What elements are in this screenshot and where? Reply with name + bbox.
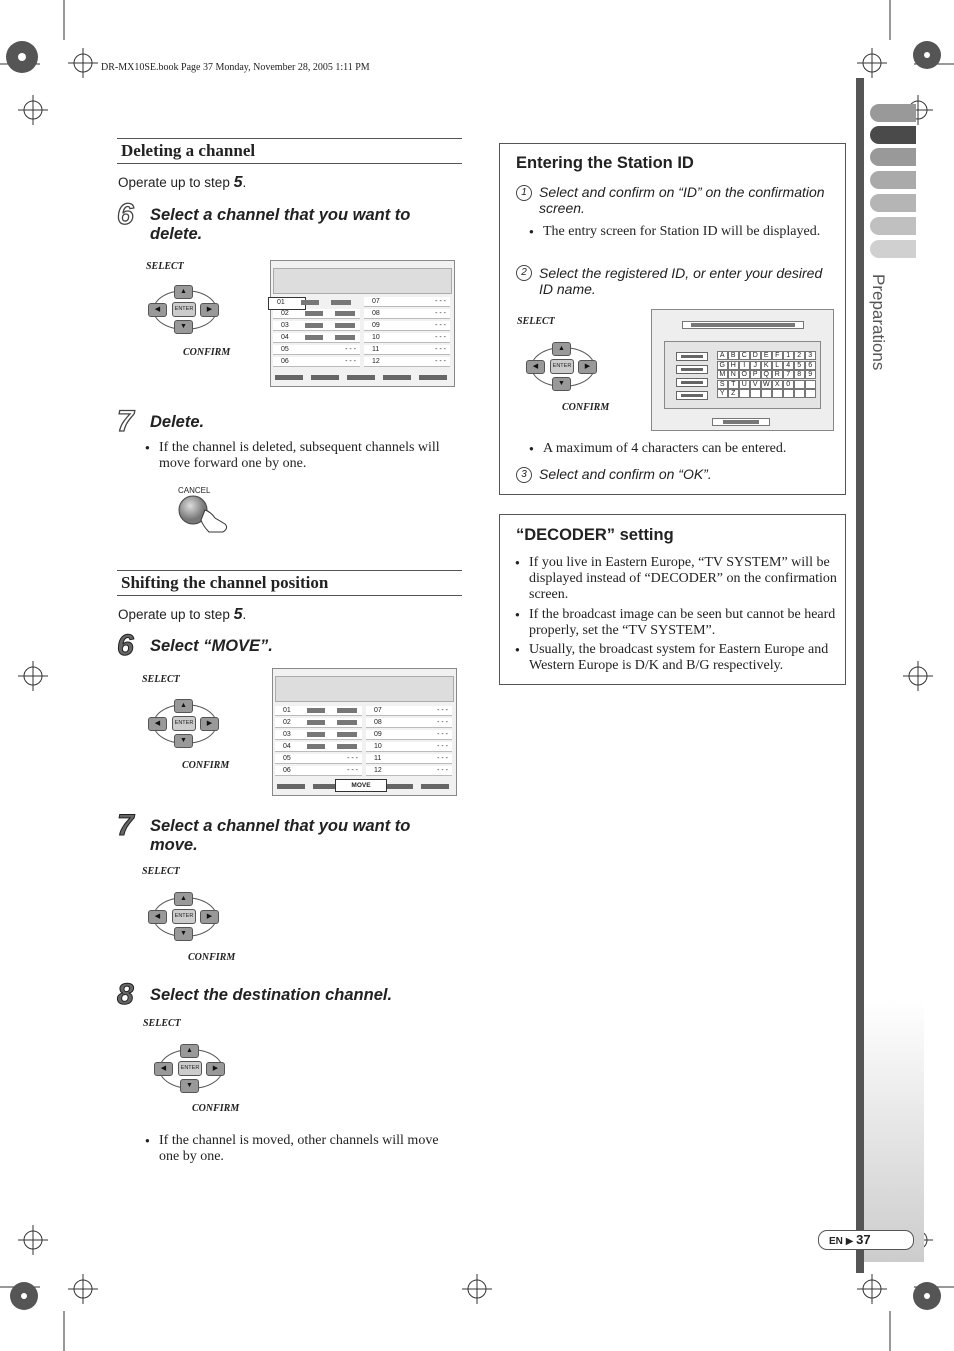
shifting-step7-number: 7 <box>117 809 134 842</box>
channel-row[interactable]: 04 <box>275 742 362 752</box>
page-number: 37 <box>856 1232 871 1247</box>
shifting-step8-number: 8 <box>117 978 134 1011</box>
shifting-title: Shifting the channel position <box>117 570 462 596</box>
right-key[interactable]: ▶ <box>206 1062 225 1076</box>
side-gradient <box>864 1000 924 1262</box>
deleting-step6-text: Select a channel that you want to delete. <box>150 206 411 243</box>
enter-key[interactable]: ENTER <box>550 359 574 374</box>
key-cell[interactable]: L <box>772 361 783 370</box>
decoder-bullet-3: ● Usually, the broadcast system for Eastern Europe and Western Europe is D/K and B/G respectively. <box>515 642 847 674</box>
key-cell[interactable]: E <box>761 351 772 360</box>
page-lang: EN <box>829 1236 843 1247</box>
remote-dpad-4[interactable] <box>151 1044 229 1092</box>
shifting-operate: Operate up to step 5. <box>118 606 247 623</box>
key-cell[interactable] <box>805 389 816 398</box>
key-cell[interactable]: J <box>750 361 761 370</box>
key-cell[interactable]: M <box>717 370 728 379</box>
key-cell[interactable]: F <box>772 351 783 360</box>
channel-row[interactable]: 08 - - - <box>364 309 450 319</box>
confirm-label: CONFIRM <box>183 347 231 358</box>
key-cell[interactable]: B <box>728 351 739 360</box>
key-cell[interactable]: 7 <box>783 370 794 379</box>
key-cell[interactable]: W <box>762 380 770 388</box>
shifting-step6-number: 6 <box>117 629 134 662</box>
decoder-bullet-2: ● If the broadcast image can be seen but cannot be heard properly, set the “TV SYSTEM”. <box>515 607 841 639</box>
channel-row[interactable]: 11 - - - <box>364 345 450 355</box>
channel-row[interactable]: 09 - - - <box>366 730 452 740</box>
key-cell[interactable]: 2 <box>794 351 805 360</box>
key-cell[interactable]: A <box>717 351 728 360</box>
confirm-label-3: CONFIRM <box>188 952 236 963</box>
down-key[interactable]: ▼ <box>174 734 193 748</box>
confirm-label-4: CONFIRM <box>192 1103 240 1114</box>
remote-dpad-5[interactable] <box>523 342 601 390</box>
down-key[interactable]: ▼ <box>174 320 193 334</box>
cancel-button-icon <box>175 492 235 537</box>
channel-row[interactable]: 10 - - - <box>364 333 450 343</box>
key-cell[interactable]: V <box>750 380 761 389</box>
page-badge <box>818 1230 914 1250</box>
right-key[interactable]: ▶ <box>578 360 597 374</box>
side-tab-5[interactable] <box>870 194 916 212</box>
channel-row[interactable]: 12 - - - <box>364 357 450 367</box>
channel-row[interactable]: 08 - - - <box>366 718 452 728</box>
deleting-bullet: ● If the channel is deleted, subsequent channels will move forward one by one. <box>145 440 459 472</box>
enter-key[interactable]: ENTER <box>172 716 196 731</box>
right-key[interactable]: ▶ <box>200 910 219 924</box>
key-cell[interactable]: 8 <box>794 370 805 379</box>
shifting-bullet: ● If the channel is moved, other channels will move one by one. <box>145 1133 459 1165</box>
key-cell[interactable]: H <box>728 361 739 370</box>
left-key[interactable]: ◀ <box>148 303 167 317</box>
right-key[interactable]: ▶ <box>200 717 219 731</box>
move-button[interactable]: MOVE <box>335 779 387 792</box>
remote-dpad-3[interactable] <box>145 892 223 940</box>
enter-key[interactable]: ENTER <box>172 909 196 924</box>
station-bullet1: ● The entry screen for Station ID will be displayed. <box>529 224 823 240</box>
station-step1-number: 1 <box>516 185 532 201</box>
key-cell[interactable] <box>739 389 750 398</box>
channel-row[interactable]: 09 - - - <box>364 321 450 331</box>
station-step2-number: 2 <box>516 265 532 281</box>
enter-key[interactable]: ENTER <box>178 1061 202 1076</box>
right-key[interactable]: ▶ <box>200 303 219 317</box>
key-cell[interactable] <box>750 389 761 398</box>
side-tab-7[interactable] <box>870 240 916 258</box>
key-cell[interactable]: C <box>739 351 750 360</box>
select-label-2: SELECT <box>142 674 180 685</box>
key-cell[interactable]: R <box>772 370 783 379</box>
decoder-title: “DECODER” setting <box>516 526 674 544</box>
enter-key[interactable]: ENTER <box>172 302 196 317</box>
channel-row[interactable]: 02 <box>273 309 360 319</box>
side-tab-4[interactable] <box>870 171 916 189</box>
confirm-label-5: CONFIRM <box>562 402 610 413</box>
print-header: DR-MX10SE.book Page 37 Monday, November 28, 2005 1:11 PM <box>101 62 370 73</box>
left-key[interactable]: ◀ <box>148 717 167 731</box>
key-cell[interactable]: Q <box>761 370 772 379</box>
key-cell[interactable]: 1 <box>783 351 794 360</box>
channel-row[interactable]: 05 - - - <box>275 754 362 764</box>
key-cell[interactable]: Y <box>717 389 728 398</box>
channel-row[interactable]: 01 <box>268 297 306 310</box>
key-cell[interactable] <box>761 389 772 398</box>
key-cell[interactable]: X <box>772 380 783 389</box>
down-key[interactable]: ▼ <box>174 927 193 941</box>
key-cell[interactable]: Z <box>728 389 739 398</box>
station-step3-text: Select and confirm on “OK”. <box>539 466 712 482</box>
left-key[interactable]: ◀ <box>148 910 167 924</box>
station-bullet2: ● A maximum of 4 characters can be entered. <box>529 441 843 457</box>
select-label-4: SELECT <box>143 1018 181 1029</box>
key-cell[interactable] <box>805 380 816 389</box>
left-key[interactable]: ◀ <box>154 1062 173 1076</box>
up-key[interactable]: ▲ <box>552 342 571 356</box>
key-cell[interactable]: P <box>750 370 761 379</box>
channel-row[interactable]: 05 - - - <box>273 345 360 355</box>
down-key[interactable]: ▼ <box>180 1079 199 1093</box>
side-tab-1[interactable] <box>870 104 916 122</box>
up-key[interactable]: ▲ <box>174 892 193 906</box>
key-cell[interactable]: G <box>717 361 728 370</box>
down-key[interactable]: ▼ <box>552 377 571 391</box>
deleting-title: Deleting a channel <box>117 138 462 164</box>
shifting-step6-text: Select “MOVE”. <box>150 637 273 655</box>
key-cell[interactable]: 9 <box>805 370 816 379</box>
key-cell[interactable]: 0 <box>783 380 794 389</box>
station-step1-text: Select and confirm on “ID” on the confirmation screen. <box>539 184 825 216</box>
deleting-step7-text: Delete. <box>150 413 205 431</box>
channel-screen-1 <box>270 260 455 387</box>
channel-row[interactable]: 04 <box>273 333 360 343</box>
key-cell[interactable]: I <box>739 361 750 370</box>
remote-dpad[interactable] <box>145 285 223 333</box>
key-cell[interactable]: T <box>728 380 739 389</box>
key-cell[interactable]: K <box>761 361 772 370</box>
key-cell[interactable] <box>794 380 805 389</box>
key-cell[interactable] <box>794 389 805 398</box>
up-key[interactable]: ▲ <box>174 285 193 299</box>
channel-row[interactable]: 06 - - - <box>273 357 360 367</box>
channel-row[interactable]: 11 - - - <box>366 754 452 764</box>
channel-row[interactable]: 07 - - - <box>364 297 450 307</box>
channel-row[interactable]: 10 - - - <box>366 742 452 752</box>
channel-screen-2 <box>272 668 457 796</box>
up-key[interactable]: ▲ <box>174 699 193 713</box>
key-cell[interactable]: 6 <box>805 361 816 370</box>
side-tab-2[interactable] <box>870 126 916 144</box>
remote-dpad-2[interactable] <box>145 699 223 747</box>
select-label-5: SELECT <box>517 316 555 327</box>
key-grid[interactable] <box>717 351 817 399</box>
decoder-bullet-1: ● If you live in Eastern Europe, “TV SYSTEM” will be displayed instead of “DECODER” on the confirmation screen. <box>515 555 841 603</box>
side-tab-3[interactable] <box>870 148 916 166</box>
side-tab-label: Preparations <box>869 274 888 371</box>
select-label-3: SELECT <box>142 866 180 877</box>
key-cell[interactable]: O <box>739 370 750 379</box>
channel-row[interactable]: 03 <box>273 321 360 331</box>
cancel-label: CANCEL <box>178 486 211 495</box>
channel-row[interactable]: 07 - - - <box>366 706 452 716</box>
deleting-operate: Operate up to step 5. <box>118 174 247 191</box>
station-step2-text: Select the registered ID, or enter your desired ID name. <box>539 265 823 297</box>
side-bar <box>856 78 864 1273</box>
confirm-label-2: CONFIRM <box>182 760 230 771</box>
up-key[interactable]: ▲ <box>180 1044 199 1058</box>
key-cell[interactable]: S <box>717 380 728 389</box>
key-cell[interactable]: 3 <box>805 351 816 360</box>
shifting-step8-text: Select the destination channel. <box>150 986 393 1004</box>
select-label: SELECT <box>146 261 184 272</box>
shifting-step7-text: Select a channel that you want to move. <box>150 817 411 854</box>
left-key[interactable]: ◀ <box>526 360 545 374</box>
station-step3-number: 3 <box>516 467 532 483</box>
channel-row[interactable]: 06 - - - <box>275 766 362 776</box>
page-arrow-icon: ▶ <box>845 1236 854 1247</box>
station-id-screen <box>651 309 834 431</box>
channel-row[interactable]: 01 <box>275 706 362 716</box>
channel-row[interactable]: 12 - - - <box>366 766 452 776</box>
side-tab-6[interactable] <box>870 217 916 235</box>
key-cell[interactable]: N <box>728 370 739 379</box>
deleting-step6-number: 6 <box>117 198 134 231</box>
station-id-title: Entering the Station ID <box>516 154 694 172</box>
deleting-step7-number: 7 <box>117 405 134 438</box>
key-cell[interactable]: 5 <box>794 361 805 370</box>
key-cell[interactable]: 4 <box>783 361 794 370</box>
key-cell[interactable] <box>783 389 794 398</box>
key-cell[interactable]: D <box>750 351 761 360</box>
key-cell[interactable] <box>772 389 783 398</box>
channel-row[interactable]: 03 <box>275 730 362 740</box>
channel-row[interactable]: 02 <box>275 718 362 728</box>
key-cell[interactable]: U <box>739 380 750 389</box>
